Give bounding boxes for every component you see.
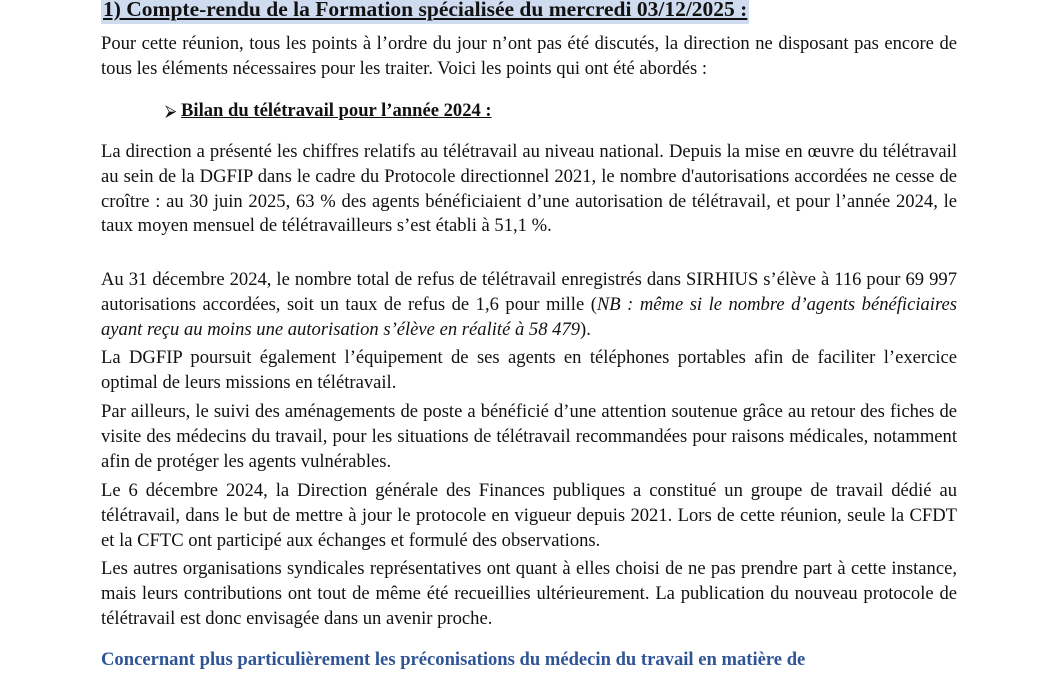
paragraph-refusals-text: Au 31 décembre 2024, le nombre total de refus de télétravail enregistrés dans SIRHIUS s’élève à 116 pour 69 997 autorisations accordées, soit un taux de refus de 1,6 pour mille ( <box>101 269 957 315</box>
subheading <box>165 99 492 124</box>
paragraph-national-figures: La direction a présenté les chiffres relatifs au télétravail au niveau national. Depuis la mise en œuvre du télétravail au sein de la DGFIP dans le cadre du Protocole directionnel 2021, le nombre d'autorisations accordées ne cesse de croître : au 30 juin 2025, 63 % des agents bénéficiaient d’une autorisation de télétravail, et pour l’année 2024, le taux moyen mensuel de télétravailleurs s’est établi à 51,1 %. <box>101 141 957 237</box>
highlighted-paragraph: Concernant plus particulièrement les préconisations du médecin du travail en matière de <box>101 649 806 670</box>
intro-paragraph: Pour cette réunion, tous les points à l’ordre du jour n’ont pas été discutés, la direction ne disposant pas encore de tous les éléments nécessaires pour les traiter. Voici les points qui ont été abordés : <box>101 33 957 79</box>
paragraph-phones: La DGFIP poursuit également l’équipement de ses agents en téléphones portables afin de faciliter l’exercice optimal de leurs missions en télétravail. <box>101 347 957 393</box>
arrow-bullet-icon: ⮚ <box>165 101 177 120</box>
paragraph-adjustments: Par ailleurs, le suivi des aménagements de poste a bénéficié d’une attention soutenue grâce au retour des fiches de visite des médecins du travail, pour les situations de télétravail recommandées pour raisons médicales, notamment afin de protéger les agents vulnérables. <box>101 401 957 472</box>
subheading-label: Bilan du télétravail pour l’année 2024 : <box>181 100 492 121</box>
paragraph-working-group: Le 6 décembre 2024, la Direction générale des Finances publiques a constitué un groupe de travail dédié au télétravail, dans le but de mettre à jour le protocole en vigueur depuis 2021. Lors de cette réunion, seule la CFDT et la CFTC ont participé aux échanges et formulé des observations. <box>101 480 957 551</box>
section-heading <box>101 0 749 24</box>
paragraph-refusals-note: NB : même si le nombre d’agents bénéficiaires ayant reçu au moins une autorisation s’élève en réalité à 58 479 <box>101 293 957 340</box>
paragraph-refusals <box>101 268 957 342</box>
paragraph-refusals-end: ). <box>580 318 591 340</box>
section-heading-text: 1) Compte-rendu de la Formation spécialisée du mercredi 03/12/2025 : <box>103 0 748 21</box>
paragraph-other-unions: Les autres organisations syndicales représentatives ont quant à elles choisi de ne pas prendre part à cette instance, mais leurs contributions ont tout de même été recueillies ultérieurement. La publication du nouveau protocole de télétravail est donc envisagée dans un avenir proche. <box>101 558 957 629</box>
